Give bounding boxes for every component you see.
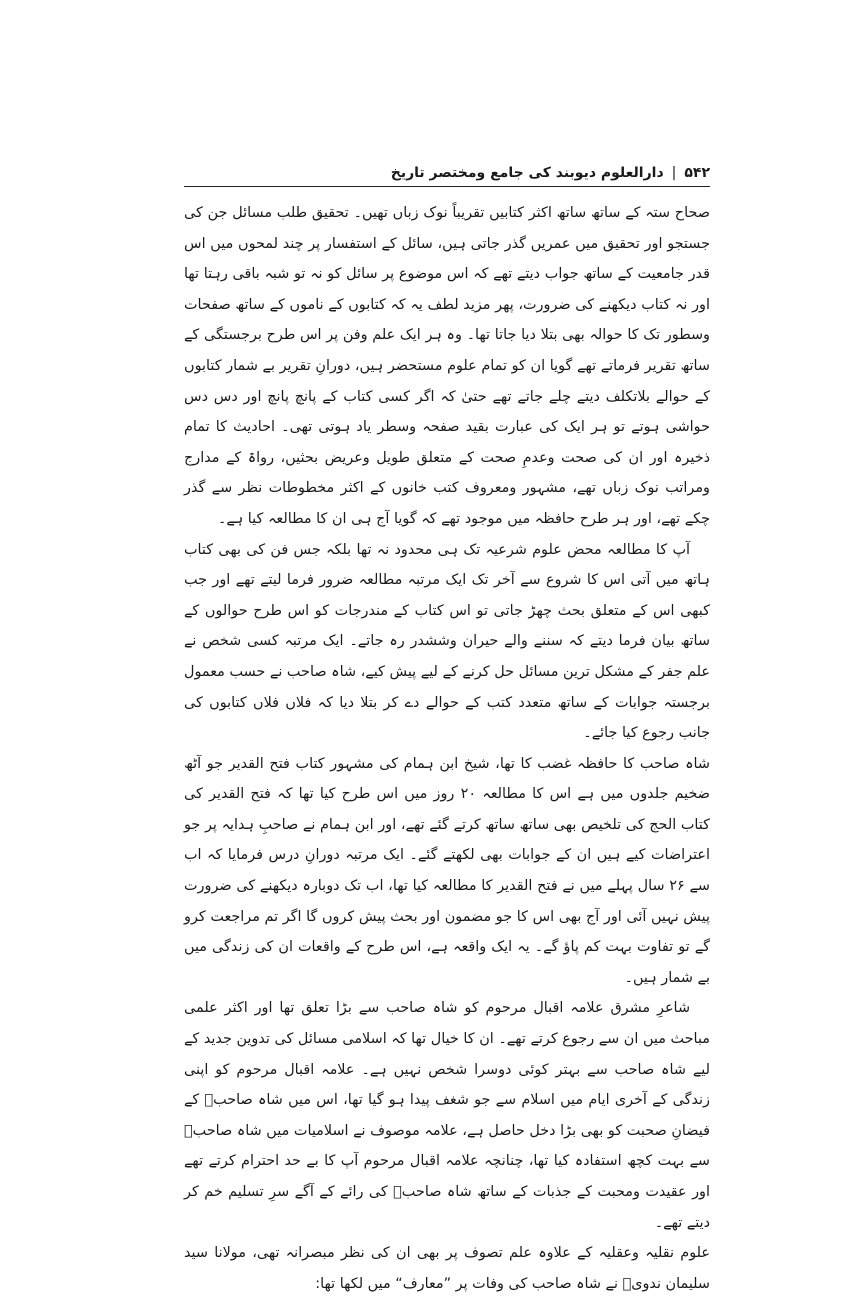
header-rule [184, 186, 710, 187]
page-number: ۵۴۲ [684, 165, 710, 181]
paragraph: علوم نقلیہ وعقلیہ کے علاوہ علم تصوف پر بھی ان کی نظر مبصرانہ تھی، مولانا سید سلیمان ندویؒ نے شاہ صاحب کی وفات پر ”معارف“ میں لکھا تھا: [184, 1245, 710, 1292]
header-separator: | [671, 165, 677, 181]
paragraph: شاعرِ مشرق علامہ اقبال مرحوم کو شاہ صاحب سے بڑا تعلق تھا اور اکثر علمی مباحث میں ان سے رجوع کرتے تھے۔ ان کا خیال تھا کہ اسلامی مسائل کی تدوین جدید کے لیے شاہ صاحب سے بہتر کوئی دوسرا شخص نہیں ہے۔ علامہ اقبال مرحوم کو اپنی زندگی کے آخری ایام میں اسلام سے جو شغف پیدا ہو گیا تھا، اس میں شاہ صاحبؒ کے فیضانِ صحبت کو بھی بڑا دخل حاصل ہے، علامہ موصوف نے اسلامیات میں شاہ صاحبؒ سے بہت کچھ استفادہ کیا تھا، چنانچہ علامہ اقبال مرحوم آپ کا بے حد احترام کرتے تھے اور عقیدت ومحبت کے جذبات کے ساتھ شاہ صاحبؒ کی رائے کے آگے سرِ تسلیم خم کر دیتے تھے۔ [184, 1000, 710, 1231]
paragraph: شاہ صاحب کا حافظہ غضب کا تھا، شیخ ابن ہمام کی مشہور کتاب فتح القدیر جو آٹھ ضخیم جلدوں میں ہے اس کا مطالعہ ۲۰ روز میں اس طرح کیا تھا کہ فتح القدیر کی کتاب الحج کی تلخیص بھی ساتھ ساتھ کرتے گئے تھے، اور ابن ہمام نے صاحبِ ہدایہ پر جو اعتراضات کیے ہیں ان کے جوابات بھی لکھتے گئے۔ ایک مرتبہ دورانِ درس فرمایا کہ اب سے ۲۶ سال پہلے میں نے فتح القدیر کا مطالعہ کیا تھا، اب تک دوبارہ دیکھنے کی ضرورت پیش نہیں آئی اور آج بھی اس کا جو مضمون اور بحث پیش کروں گا اگر تم مراجعت کرو گے تو تفاوت بہت کم پاؤ گے۔ یہ ایک واقعہ ہے، اس طرح کے واقعات ان کی زندگی میں بے شمار ہیں۔ [184, 755, 711, 986]
book-title: دارالعلوم دیوبند کی جامع ومختصر تاریخ [390, 165, 664, 181]
paragraph: صحاح ستہ کے ساتھ ساتھ اکثر کتابیں تقریباً نوک زباں تھیں۔ تحقیق طلب مسائل جن کی جستجو اور تحقیق میں عمریں گذر جاتی ہیں، سائل کے استفسار پر چند لمحوں میں اس قدر جامعیت کے ساتھ جواب دیتے تھے کہ اس موضوع پر سائل کو نہ تو شبہ باقی رہتا تھا اور نہ کتاب دیکھنے کی ضرورت، پھر مزید لطف یہ کہ کتابوں کے ناموں کے ساتھ صفحات وسطور تک کا حوالہ بھی بتلا دیا جاتا تھا۔ وہ ہر ایک علم وفن پر اس طرح برجستگی کے ساتھ تقریر فرماتے تھے گویا ان کو تمام علوم مستحضر ہیں، دورانِ تقریر بے شمار کتابوں کے حوالے بلاتکلف دیتے چلے جاتے تھے حتیٰ کہ اگر کسی کتاب کے پانچ پانچ اور دس دس حواشی ہوتے تو ہر ایک کی عبارت بقید صفحہ وسطر یاد ہوتی تھی۔ احادیث کا تمام ذخیرہ اور ان کی صحت وعدمِ صحت کے متعلق طویل وعریض بحثیں، رواۃ کے مدارج ومراتب نوک زباں تھے، مشہور ومعروف کتب خانوں کے اکثر مخطوطات نظر سے گذر چکے تھے، اور ہر طرح حافظہ میں موجود تھے کہ گویا آج ہی ان کا مطالعہ کیا ہے۔ [184, 205, 710, 527]
paragraph: آپ کا مطالعہ محض علوم شرعیہ تک ہی محدود نہ تھا بلکہ جس فن کی بھی کتاب ہاتھ میں آتی اس کا شروع سے آخر تک ایک مرتبہ مطالعہ ضرور فرما لیتے تھے اور جب کبھی اس کے متعلق بحث چھڑ جاتی تو اس کتاب کے مندرجات کو اس طرح حوالوں کے ساتھ بیان فرما دیتے کہ سننے والے حیران وششدر رہ جاتے۔ ایک مرتبہ کسی شخص نے علم جفر کے مشکل ترین مسائل حل کرنے کے لیے پیش کیے، شاہ صاحب نے حسب معمول برجستہ جوابات کے ساتھ متعدد کتب کے حوالے دے کر بتلا دیا کہ فلاں فلاں کتابوں کی جانب رجوع کیا جائے۔ [184, 541, 710, 742]
page-body [184, 198, 710, 1299]
running-header [184, 158, 710, 188]
